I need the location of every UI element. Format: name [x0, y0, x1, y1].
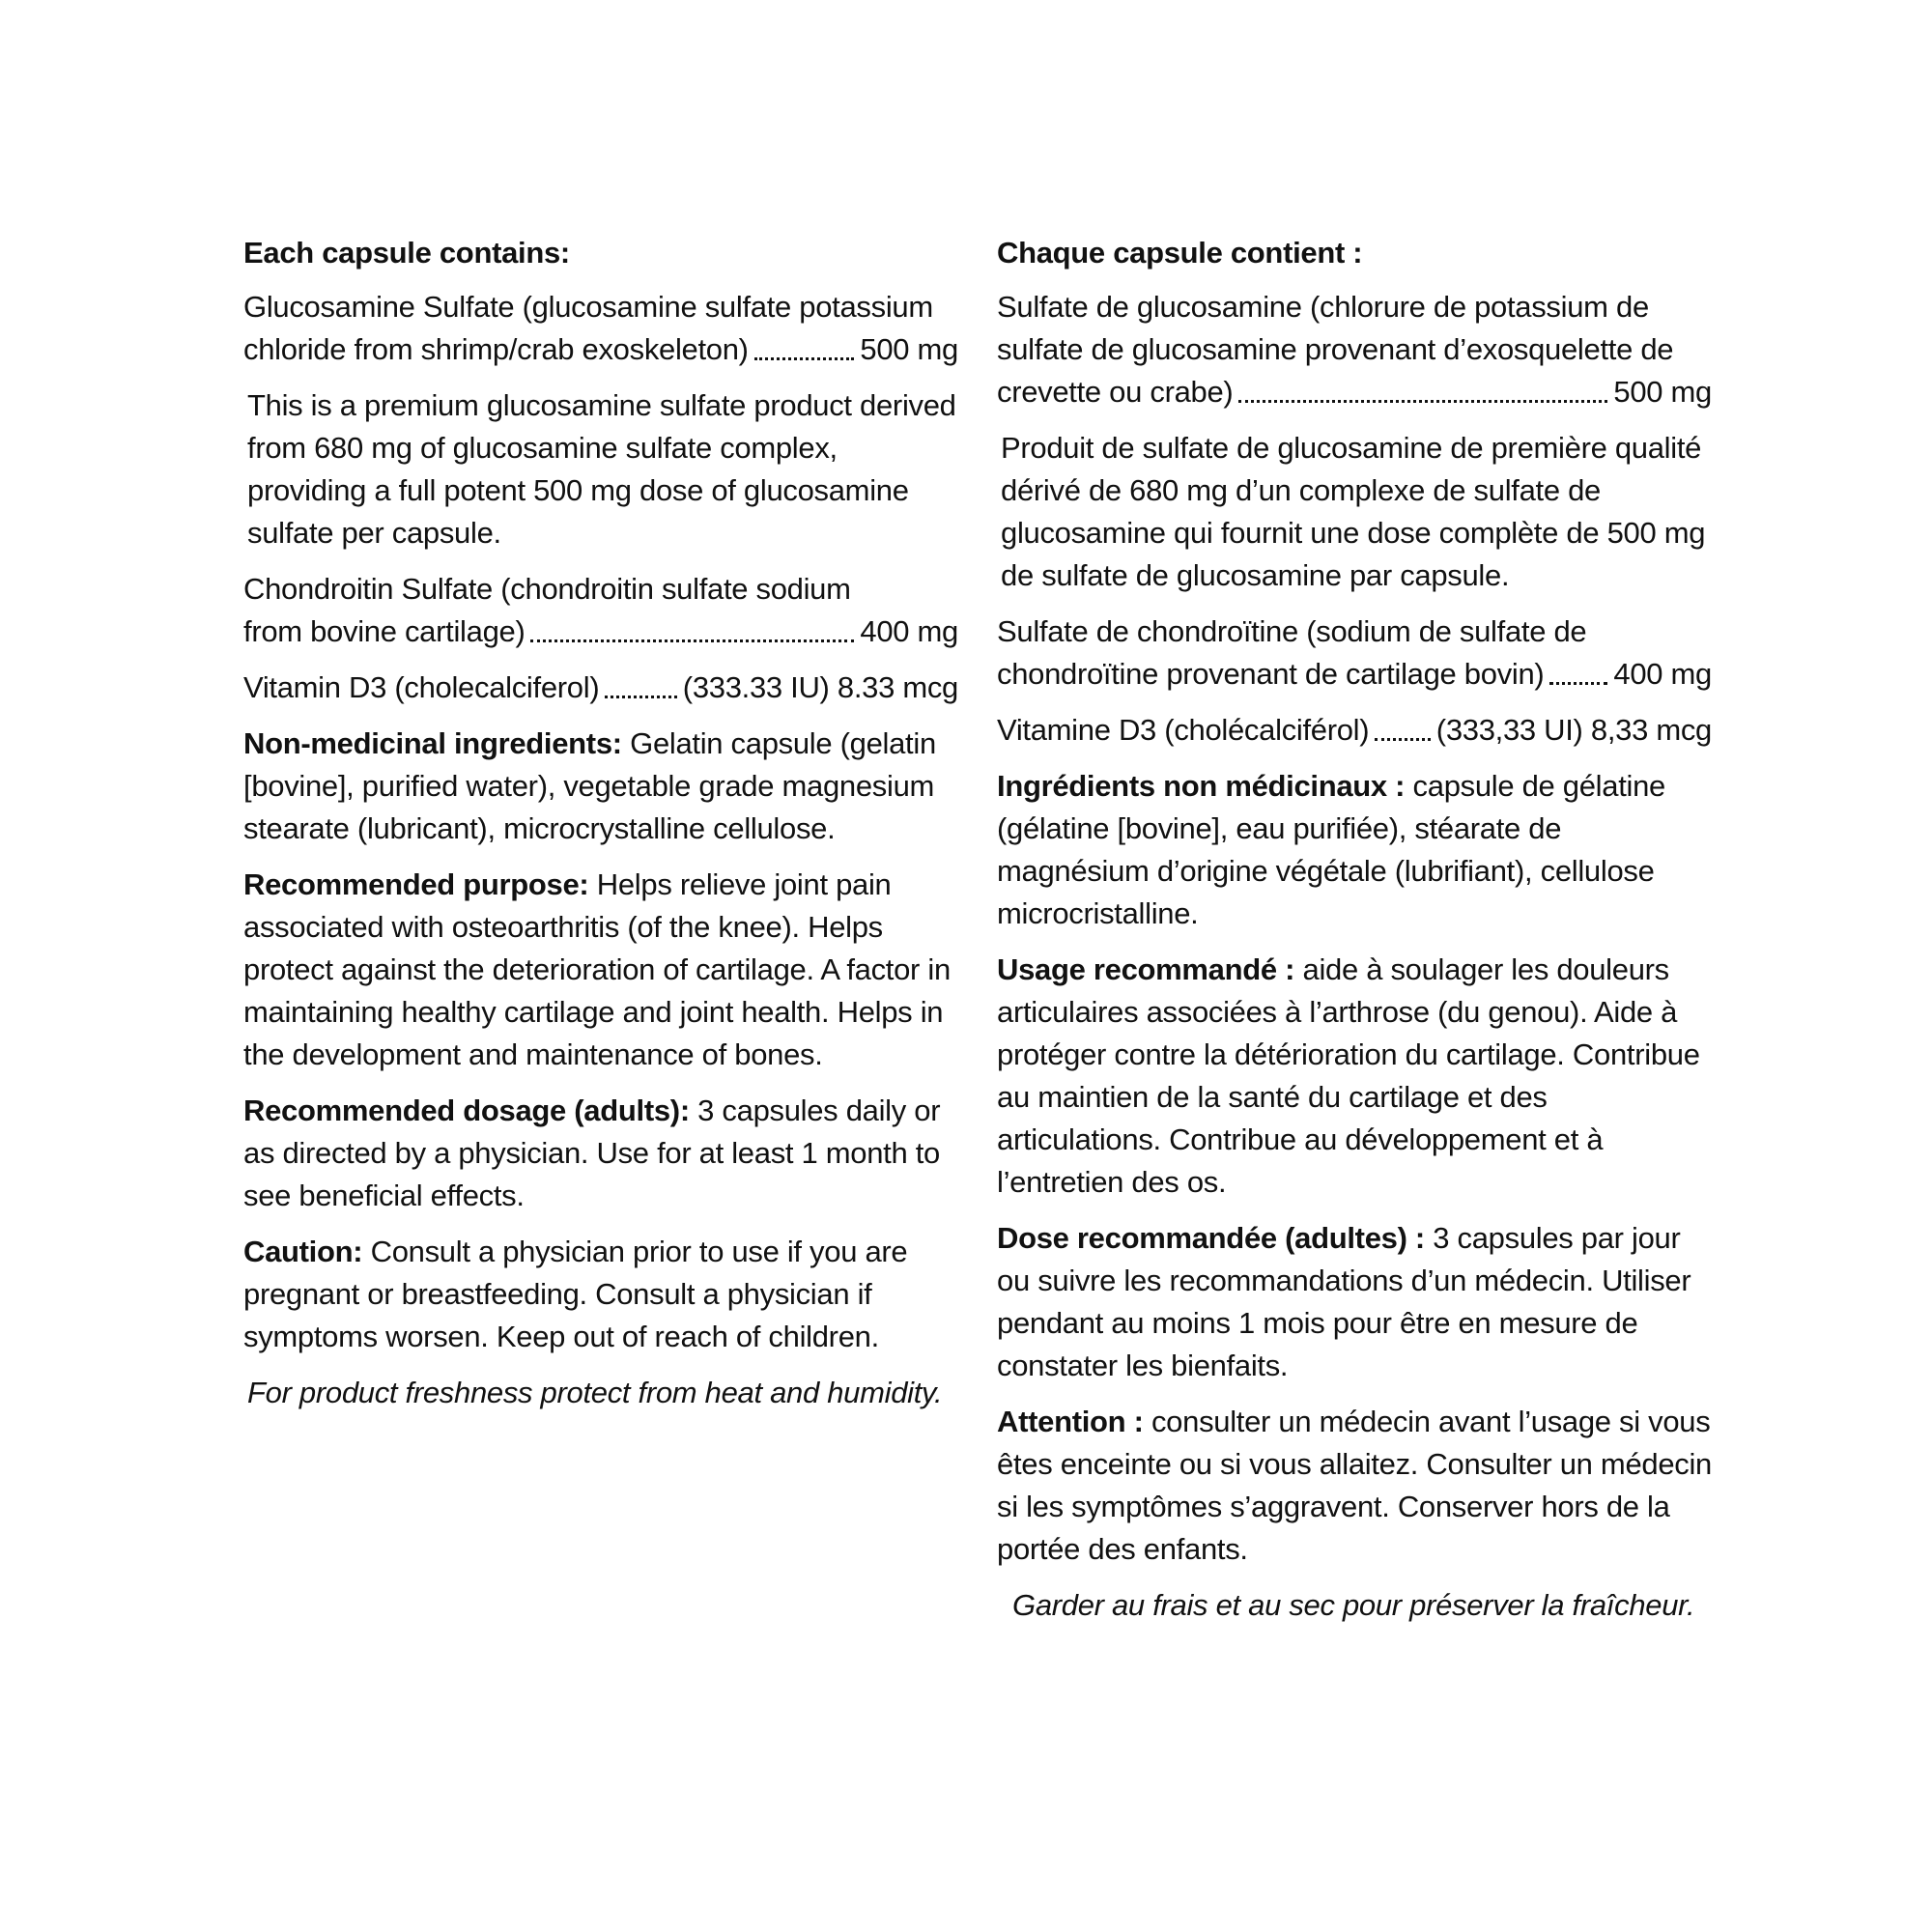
- dot-leader: [1549, 653, 1607, 685]
- purpose-label: Usage recommandé :: [997, 952, 1295, 986]
- dosage-text: 3 capsules par jour ou suivre les recommandations d’un médecin. Utiliser pendant au moins 1 mois pour être en mesure de constater les bienfaits.: [997, 1221, 1691, 1382]
- dot-leader: [605, 667, 676, 698]
- non-medicinal-label: Ingrédients non médicinaux :: [997, 769, 1406, 803]
- freshness-note: For product freshness protect from heat and humidity.: [247, 1376, 943, 1409]
- glucosamine-source: chloride from shrimp/crab exoskeleton): [243, 332, 749, 366]
- glucosamine-amount: 500 mg: [1613, 375, 1712, 409]
- glucosamine-name-line: Sulfate de glucosamine (chlorure de potassium de: [997, 290, 1649, 324]
- chondroitin-name-line: Sulfate de chondroïtine (sodium de sulfate de: [997, 614, 1587, 648]
- caution-text: consulter un médecin avant l’usage si vous êtes enceinte ou si vous allaitez. Consulter un médecin si les symptômes s’aggravent. Conserver hors de la portée des enfants.: [997, 1405, 1712, 1566]
- dosage-label: Recommended dosage (adults):: [243, 1094, 690, 1127]
- vitamin-entry: [997, 709, 1712, 752]
- vitamin-amount: (333.33 IU) 8.33 mcg: [682, 670, 958, 704]
- caution-section: [243, 1231, 958, 1358]
- vitamin-label: Vitamin D3 (cholecalciferol): [243, 670, 600, 704]
- chondroitin-entry: [997, 611, 1712, 696]
- purpose-text: Helps relieve joint pain associated with osteoarthritis (of the knee). Helps protect against the deterioration of cartilage. A factor in maintaining healthy cartilage and joint health. Helps in the development and maintenance of bones.: [243, 867, 951, 1071]
- dosage-text: 3 capsules daily or as directed by a physician. Use for at least 1 month to see beneficial effects.: [243, 1094, 941, 1212]
- chondroitin-source: from bovine cartilage): [243, 614, 526, 648]
- vitamin-amount: (333,33 UI) 8,33 mcg: [1435, 713, 1712, 747]
- non-medicinal-section: [997, 765, 1712, 935]
- non-medicinal-section: [243, 723, 958, 850]
- chondroitin-amount-row: [243, 611, 958, 653]
- chondroitin-amount: 400 mg: [860, 614, 958, 648]
- purpose-section: [997, 949, 1712, 1204]
- chondroitin-amount-row: [997, 653, 1712, 696]
- glucosamine-name-line: Glucosamine Sulfate (glucosamine sulfate potassium: [243, 290, 933, 324]
- english-column: [243, 232, 958, 1414]
- chondroitin-source: chondroïtine provenant de cartilage bovin): [997, 657, 1545, 691]
- glucosamine-source: crevette ou crabe): [997, 375, 1234, 409]
- dosage-label: Dose recommandée (adultes) :: [997, 1221, 1425, 1255]
- glucosamine-amount-row: [243, 328, 958, 371]
- french-column: [997, 232, 1712, 1627]
- vitamin-entry: [243, 667, 958, 709]
- contents-heading: Each capsule contains:: [243, 236, 570, 270]
- dosage-section: [243, 1090, 958, 1217]
- glucosamine-amount-row: [997, 371, 1712, 413]
- purpose-text: aide à soulager les douleurs articulaires associées à l’arthrose (du genou). Aide à protéger contre la détérioration du cartilage. Contribue au maintien de la santé du cartilage et des articulations. Contribue au développement et à l’entretien des os.: [997, 952, 1700, 1199]
- non-medicinal-label: Non-medicinal ingredients:: [243, 726, 622, 760]
- dot-leader: [1238, 371, 1607, 403]
- glucosamine-source-line: sulfate de glucosamine provenant d’exosquelette de: [997, 332, 1674, 366]
- caution-label: Attention :: [997, 1405, 1144, 1438]
- contents-heading: Chaque capsule contient :: [997, 236, 1363, 270]
- vitamin-amount-row: [243, 667, 958, 709]
- caution-text: Consult a physician prior to use if you are pregnant or breastfeeding. Consult a physician if symptoms worsen. Keep out of reach of children.: [243, 1235, 908, 1353]
- chondroitin-entry: [243, 568, 958, 653]
- dot-leader: [1375, 709, 1431, 741]
- glucosamine-amount: 500 mg: [860, 332, 958, 366]
- chondroitin-amount: 400 mg: [1613, 657, 1712, 691]
- non-medicinal-text: capsule de gélatine (gélatine [bovine], eau purifiée), stéarate de magnésium d’origine végétale (lubrifiant), cellulose microcristalline.: [997, 769, 1665, 930]
- glucosamine-entry: [243, 286, 958, 371]
- premium-description: This is a premium glucosamine sulfate product derived from 680 mg of glucosamine sulfate complex, providing a full potent 500 mg dose of glucosamine sulfate per capsule.: [247, 388, 956, 550]
- vitamin-label: Vitamine D3 (cholécalciférol): [997, 713, 1370, 747]
- premium-description: Produit de sulfate de glucosamine de première qualité dérivé de 680 mg d’un complexe de sulfate de glucosamine qui fournit une dose complète de 500 mg de sulfate de glucosamine par capsule.: [1001, 431, 1706, 592]
- non-medicinal-text: Gelatin capsule (gelatin [bovine], purified water), vegetable grade magnesium stearate (lubricant), microcrystalline cellulose.: [243, 726, 936, 845]
- caution-section: [997, 1401, 1712, 1571]
- glucosamine-entry: [997, 286, 1712, 413]
- dot-leader: [530, 611, 854, 642]
- freshness-note: Garder au frais et au sec pour préserver la fraîcheur.: [1012, 1588, 1695, 1622]
- purpose-section: [243, 864, 958, 1076]
- dot-leader: [754, 328, 855, 360]
- vitamin-amount-row: [997, 709, 1712, 752]
- dosage-section: [997, 1217, 1712, 1387]
- chondroitin-name-line: Chondroitin Sulfate (chondroitin sulfate sodium: [243, 572, 851, 606]
- caution-label: Caution:: [243, 1235, 363, 1268]
- purpose-label: Recommended purpose:: [243, 867, 589, 901]
